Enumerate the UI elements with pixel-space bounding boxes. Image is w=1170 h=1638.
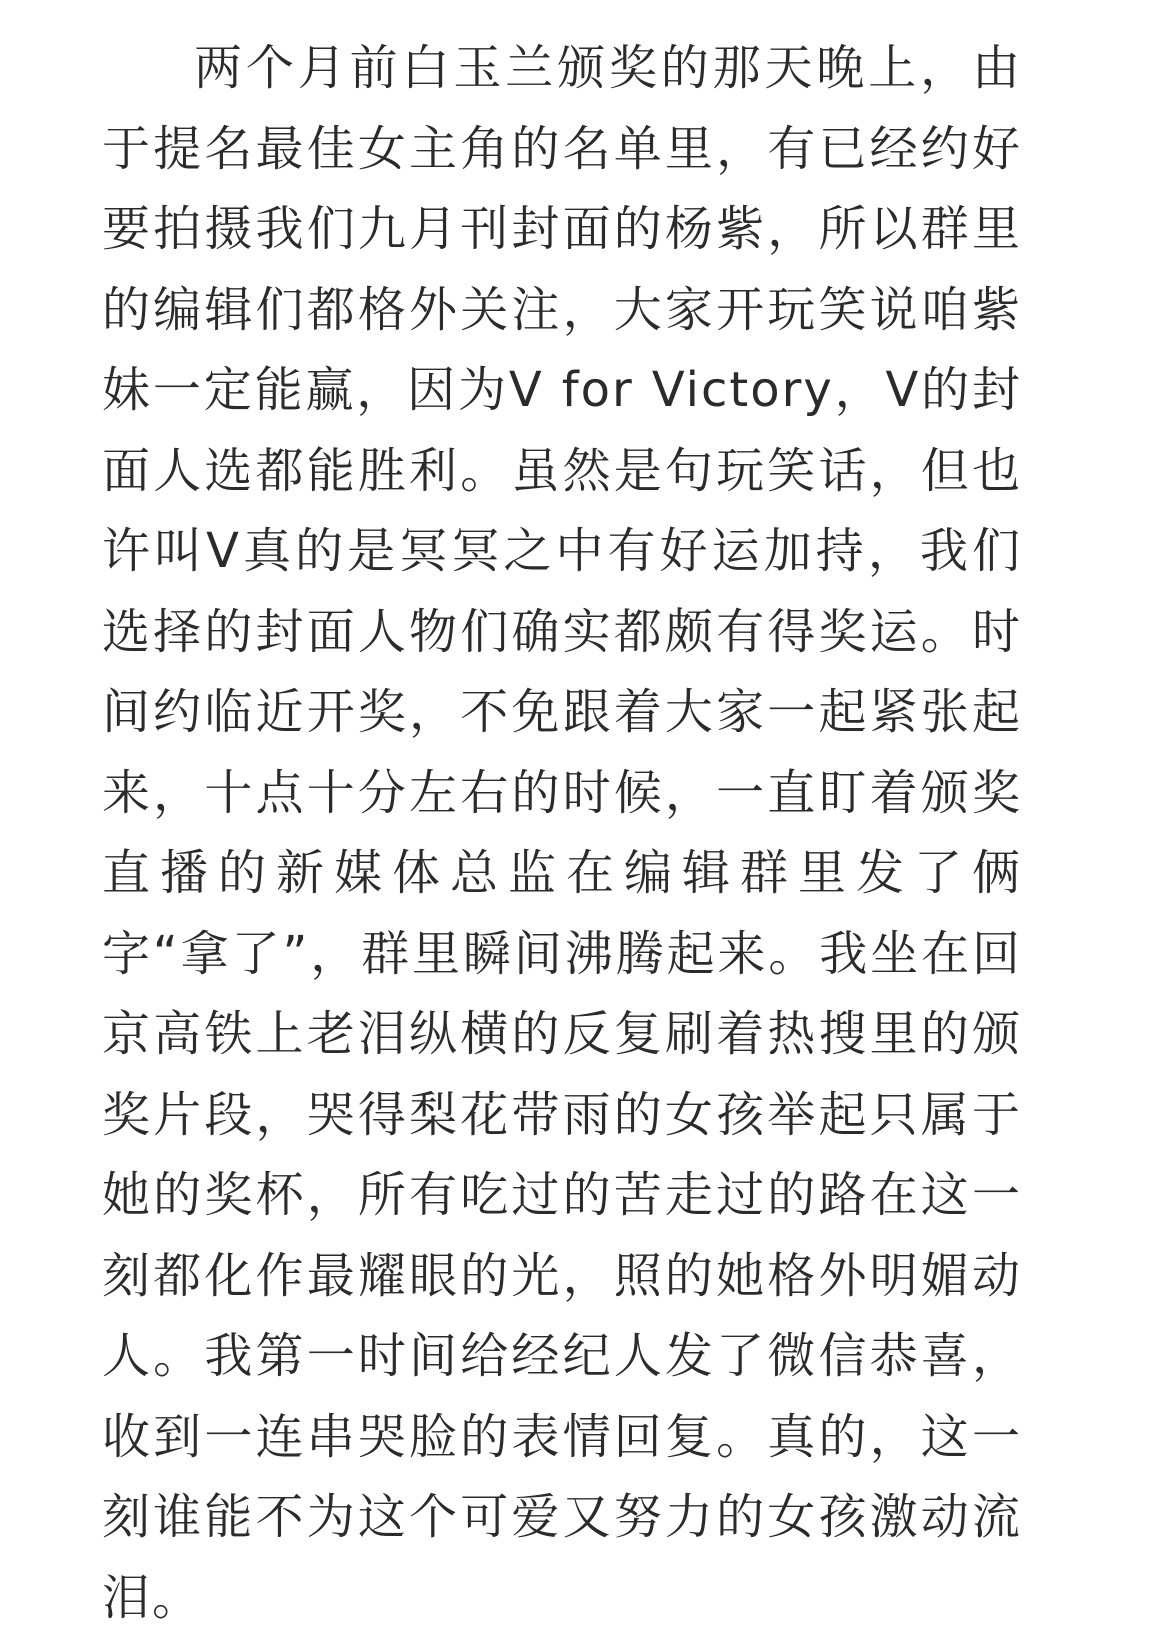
article-paragraph: 两个月前白玉兰颁奖的那天晚上，由于提名最佳女主角的名单里，有已经约好要拍摄我们九月刊封面的杨紫，所以群里的编辑们都格外关注，大家开玩笑说咱紫妹一定能赢，因为V for Victory，V的封面人选都能胜利。虽然是句玩笑话，但也许叫V真的是冥冥之中有好运加持，我们选择的封面人物们确实都颇有得奖运。时间约临近开奖，不免跟着大家一起紧张起来，十点十分左右的时候，一直盯着颁奖直播的新媒体总监在编辑群里发了俩字“拿了”，群里瞬间沸腾起来。我坐在回京高铁上老泪纵横的反复刷着热搜里的颁奖片段，哭得梨花带雨的女孩举起只属于她的奖杯，所有吃过的苦走过的路在这一刻都化作最耀眼的光，照的她格外明媚动人。我第一时间给经纪人发了微信恭喜，收到一连串哭脸的表情回复。真的，这一刻谁能不为这个可爱又努力的女孩激动流泪。	[102, 40, 1022, 1626]
article-body	[102, 28, 1022, 1638]
